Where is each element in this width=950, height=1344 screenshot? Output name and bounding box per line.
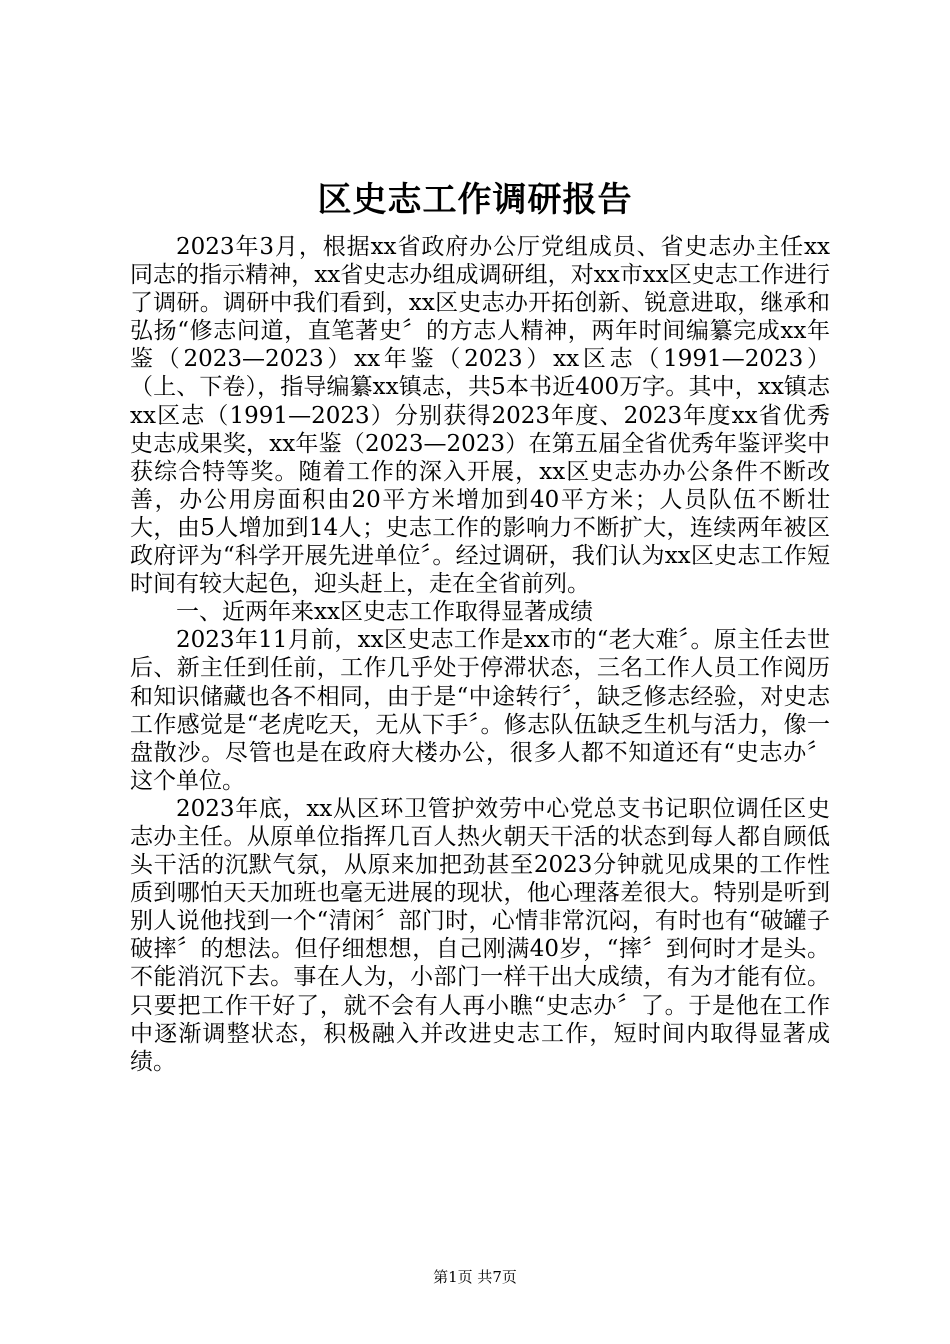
page-footer: 第1页 共7页 (433, 1268, 517, 1286)
document-body (130, 233, 830, 1076)
document-title: 区史志工作调研报告 (317, 180, 633, 220)
paragraph-new-director: 2023年底，xx从区环卫管护效劳中心党总支书记职位调任区史志办主任。从原单位指挥几百人热火朝天干活的状态到每人都自顾低头干活的沉默气氛，从原来加把劲甚至2023分钟就见成果的工作性质到哪怕天天加班也毫无进展的现状，他心理落差很大。特别是听到别人说他找到一个“清闲〞部门时，心情非常沉闷，有时也有“破罐子破摔〞的想法。但仔细想想，自己刚满40岁，“摔〞到何时才是头。不能消沉下去。事在人为，小部门一样干出大成绩，有为才能有位。只要把工作干好了，就不会有人再小瞧“史志办〞了。于是他在工作中逐渐调整状态，积极融入并改进史志工作，短时间内取得显著成绩。 (130, 795, 830, 1075)
section-heading-1: 一、近两年来xx区史志工作取得显著成绩 (176, 599, 593, 626)
paragraph-background: 2023年11月前，xx区史志工作是xx市的“老大难〞。原主任去世后、新主任到任前，工作几乎处于停滞状态，三名工作人员工作阅历和知识储藏也各不相同，由于是“中途转行〞，缺乏修志经验，对史志工作感觉是“老虎吃天，无从下手〞。修志队伍缺乏生机与活力，像一盘散沙。尽管也是在政府大楼办公，很多人都不知道还有“史志办〞这个单位。 (130, 627, 830, 794)
paragraph-intro: 2023年3月，根据xx省政府办公厅党组成员、省史志办主任xx同志的指示精神，xx省史志办组成调研组，对xx市xx区史志工作进行了调研。调研中我们看到，xx区史志办开拓创新、锐意进取，继承和弘扬“修志问道，直笔著史〞的方志人精神，两年时间编纂完成xx年鉴（2023—2023）xx年鉴（2023）xx区志（1991—2023）（上、下卷），指导编纂xx镇志，共5本书近400万字。其中，xx镇志xx区志（1991—2023）分别获得2023年度、2023年度xx省优秀史志成果奖，xx年鉴（2023—2023）在第五届全省优秀年鉴评奖中获综合特等奖。随着工作的深入开展，xx区史志办办公条件不断改善，办公用房面积由20平方米增加到40平方米；人员队伍不断壮大，由5人增加到14人；史志工作的影响力不断扩大，连续两年被区政府评为“科学开展先进单位〞。经过调研，我们认为xx区史志工作短时间有较大起色，迎头赶上，走在全省前列。 (130, 234, 830, 598)
